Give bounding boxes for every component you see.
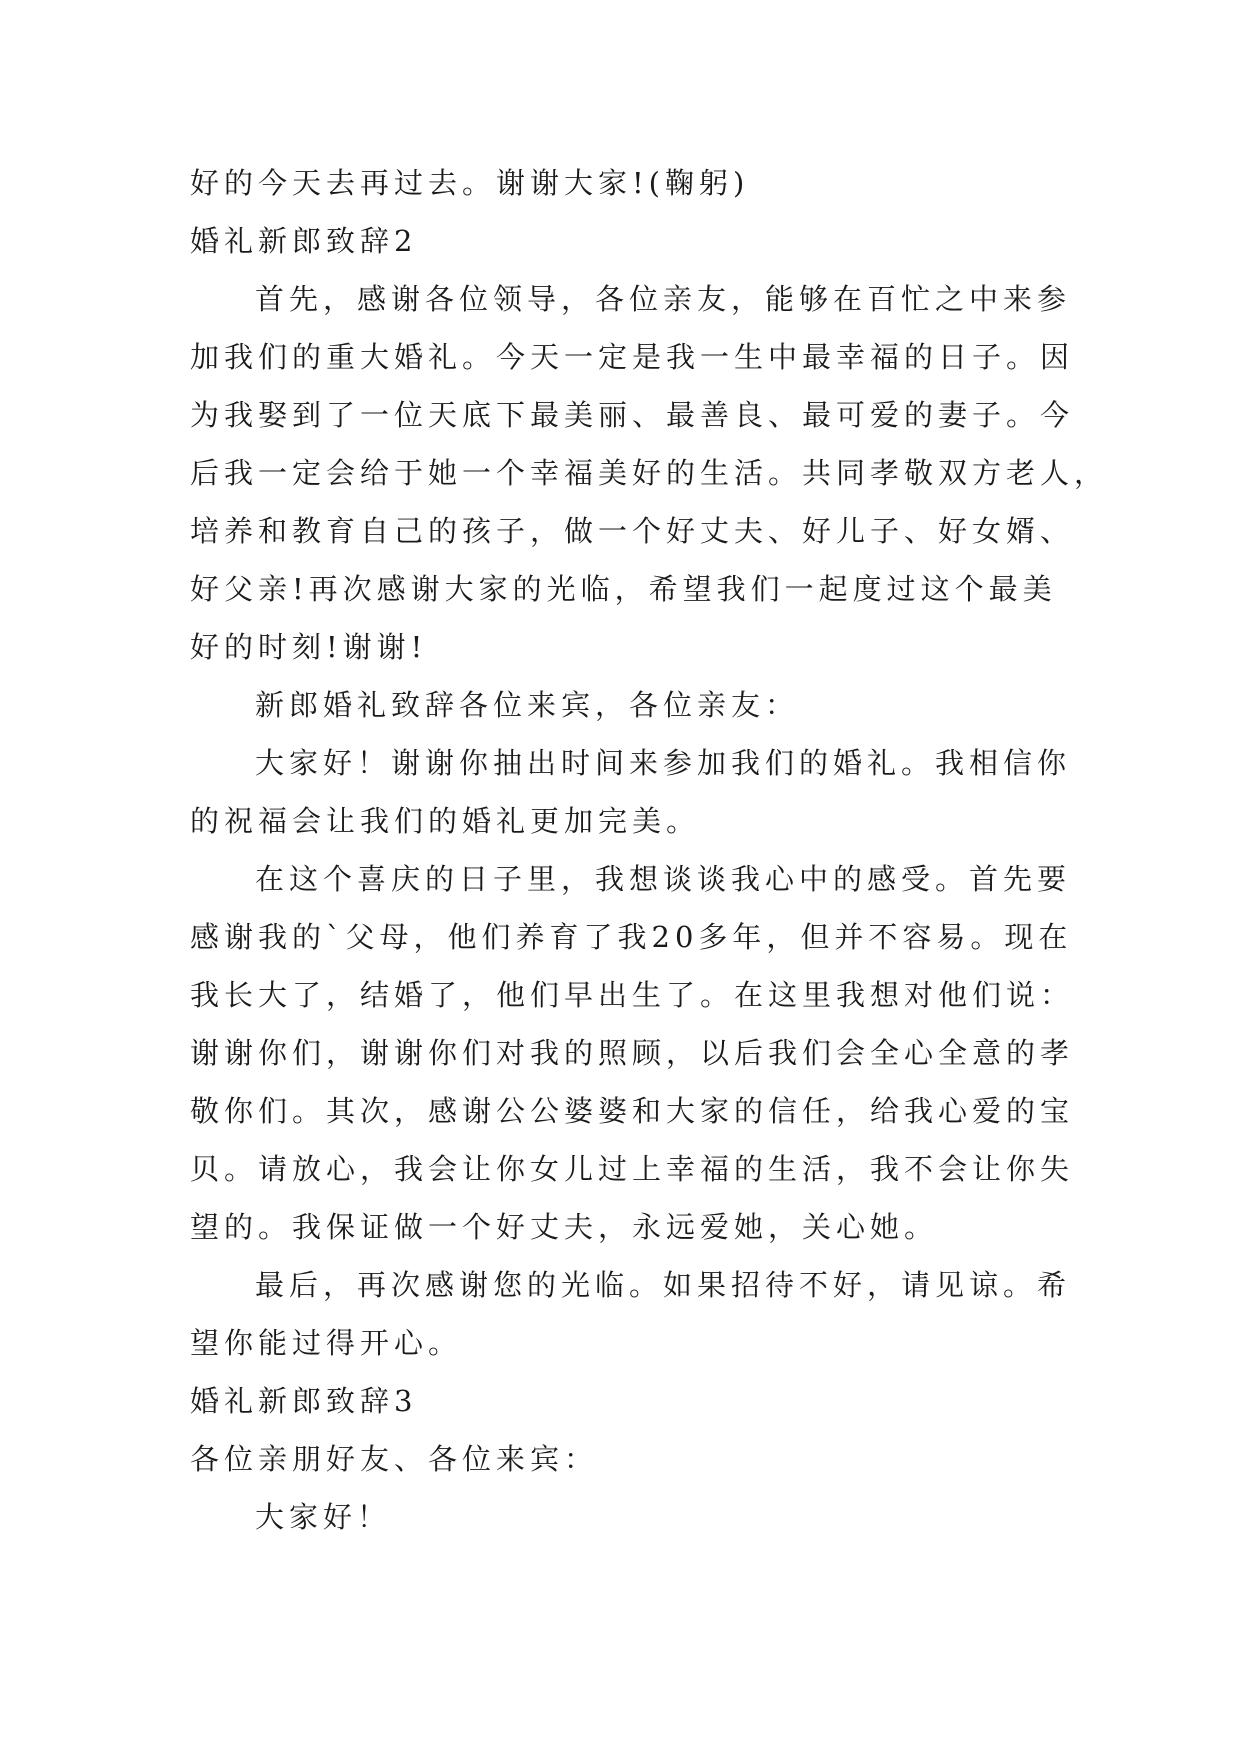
text-line: 感谢我的`父母，他们养育了我20多年，但并不容易。现在 xyxy=(190,920,1073,954)
paragraph-first-line: 新郎婚礼致辞各位来宾，各位亲友： xyxy=(255,688,800,722)
text-line: 为我娶到了一位天底下最美丽、最善良、最可爱的妻子。今 xyxy=(190,398,1075,432)
text-line: 敬你们。其次，感谢公公婆婆和大家的信任，给我心爱的宝 xyxy=(190,1094,1075,1128)
text-line: 加我们的重大婚礼。今天一定是我一生中最幸福的日子。因 xyxy=(190,340,1075,374)
paragraph-first-line: 首先，感谢各位领导，各位亲友，能够在百忙之中来参 xyxy=(255,282,1072,316)
text-line: 望你能过得开心。 xyxy=(190,1326,463,1360)
text-line: 后我一定会给于她一个幸福美好的生活。共同孝敬双方老人， xyxy=(190,456,1109,490)
paragraph-first-line: 在这个喜庆的日子里，我想谈谈我心中的感受。首先要 xyxy=(255,862,1072,896)
text-line: 我长大了，结婚了，他们早出生了。在这里我想对他们说： xyxy=(190,978,1075,1012)
text-line: 好父亲!再次感谢大家的光临，希望我们一起度过这个最美 xyxy=(190,572,1057,606)
salutation: 各位亲朋好友、各位来宾： xyxy=(190,1442,599,1476)
text-line: 好的时刻!谢谢! xyxy=(190,630,428,664)
text-line: 谢谢你们，谢谢你们对我的照顾，以后我们会全心全意的孝 xyxy=(190,1036,1075,1070)
section-heading: 婚礼新郎致辞3 xyxy=(190,1384,418,1418)
paragraph-first-line: 大家好！谢谢你抽出时间来参加我们的婚礼。我相信你 xyxy=(255,746,1072,780)
greeting: 大家好！ xyxy=(255,1500,392,1534)
text-line: 贝。请放心，我会让你女儿过上幸福的生活，我不会让你失 xyxy=(190,1152,1075,1186)
section-heading: 婚礼新郎致辞2 xyxy=(190,224,418,258)
paragraph-first-line: 最后，再次感谢您的光临。如果招待不好，请见谅。希 xyxy=(255,1268,1072,1302)
text-line: 培养和教育自己的孩子，做一个好丈夫、好儿子、好女婿、 xyxy=(190,514,1075,548)
text-line: 好的今天去再过去。谢谢大家!(鞠躬) xyxy=(190,166,750,200)
text-line: 的祝福会让我们的婚礼更加完美。 xyxy=(190,804,701,838)
text-line: 望的。我保证做一个好丈夫，永远爱她，关心她。 xyxy=(190,1210,939,1244)
